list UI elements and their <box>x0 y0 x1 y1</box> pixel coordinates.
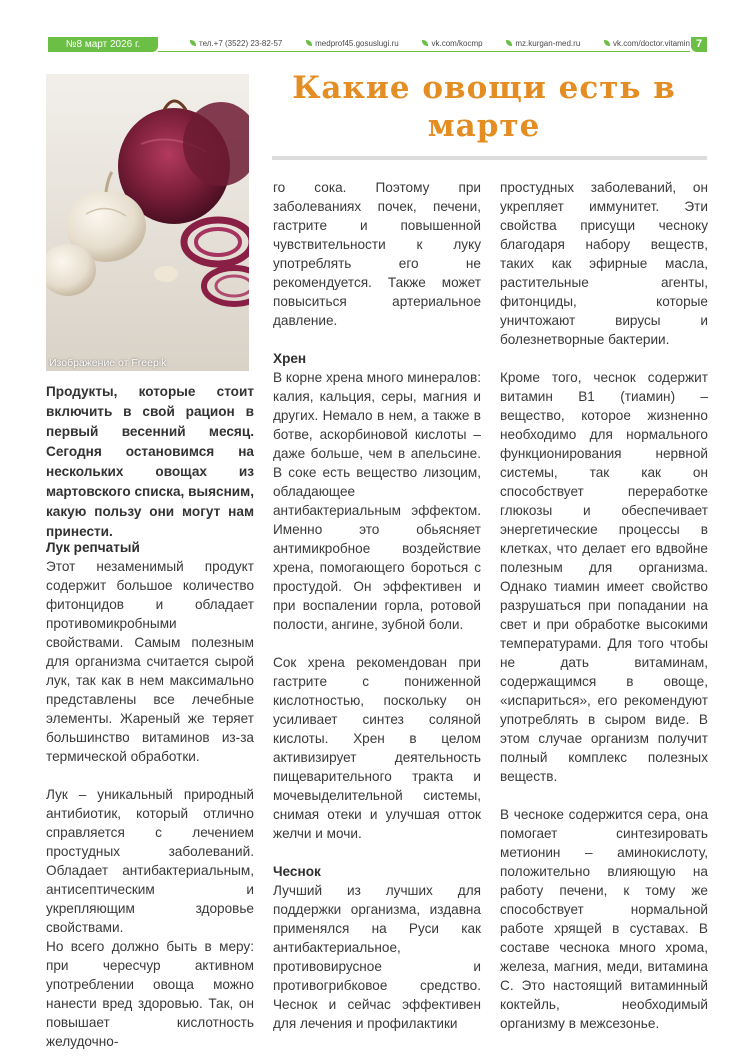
header-link-text[interactable]: vk.com/kocmp <box>431 38 483 48</box>
column-3 <box>500 178 708 1033</box>
leaf-icon <box>422 40 428 46</box>
header-link-text: тел.+7 (3522) 23-82-57 <box>199 38 283 48</box>
paragraph: Этот незаменимый продукт содержит большое количество фитонцидов и обладает противомикробными свойствами. Самым полезным для организма считается сырой лук, так как в нем максимально представлены все лечебные элементы. Жареный же теряет большинство витаминов из-за термической обработки. <box>46 559 254 764</box>
header-link-text[interactable]: mz.kurgan-med.ru <box>515 38 581 48</box>
issue-badge: №8 март 2026 г. <box>48 37 158 52</box>
section-heading-onion: Лук репчатый <box>46 540 140 555</box>
paragraph: Но всего должно быть в меру: при чересчур активном употреблении овоща можно нанести вред здоровью. Так, он повышает кислотность желудочно- <box>46 939 254 1049</box>
column-1 <box>46 538 254 1051</box>
header-link-text[interactable]: vk.com/doctor.vitamin <box>613 38 690 48</box>
header-rule <box>158 51 690 52</box>
article-title: Какие овощи есть в марте <box>292 70 676 144</box>
header-link-vk-kocmp[interactable] <box>422 39 482 48</box>
leaf-icon <box>506 40 512 46</box>
article-photo <box>46 74 249 371</box>
paragraph: го сока. Поэтому при заболеваниях почек, печени, гастрите и повышенной чувствительности к луку употреблять его не рекомендуется. Также может повыситься артериальное давление. <box>273 180 481 328</box>
page-number: 7 <box>691 37 707 52</box>
header-links <box>190 36 690 50</box>
header-link-vk-doctor[interactable] <box>604 39 690 48</box>
paragraph: Кроме того, чеснок содержит витамин B1 (тиамин) – вещество, которое жизненно необходимо для нормального функционирования нервной системы, так как он способствует переработке глюкозы и обеспечивает энергетические процессы в клетках, что делает его вдвойне полезным для организма. Однако тиамин имеет свойство разрушаться при попадании на свет и при обработке высокими температурами. Для того чтобы не дать витаминам, содержащимся в овоще, «испариться», его рекомендуют употреблять в сыром виде. В этом случае организм получит полный комплекс полезных веществ. <box>500 370 708 784</box>
column-2 <box>273 178 481 1033</box>
section-heading-horseradish: Хрен <box>273 351 307 366</box>
title-rule <box>272 156 707 160</box>
paragraph: В чесноке содержится сера, она помогает синтезировать метионин – аминокислоту, положительно влияющую на работу печени, к тому же способствует нормальной работе хрящей в суставах. В составе чеснока много хрома, железа, магния, меди, витамина С. Это настоящий витаминный коктейль, необходимый организму в межсезонье. <box>500 807 708 1031</box>
paragraph: В корне хрена много минералов: калия, кальция, серы, магния и других. Немало в нем, а также в ботве, аскорбиновой кислоты – даже больше, чем в апельсине. В соке есть вещество лизоцим, обладающее антибактериальным эффектом. Именно это обьясняет антимикробное воздействие хрена, помогающего бороться с простудой. Он эффективен и при воспалении горла, ротовой полости, ангине, зубной боли. <box>273 370 481 632</box>
onion-garlic-illustration <box>46 74 249 371</box>
header-link-phone <box>190 39 282 48</box>
header-link-mz[interactable] <box>506 39 580 48</box>
paragraph: Сок хрена рекомендован при гастрите с пониженной кислотностью, поскольку он усиливает синтез соляной кислоты. Хрен в целом активизирует деятельность пищеварительного тракта и мочевыделительной системы, снимая отеки и улучшая отток желчи и мочи. <box>273 655 481 841</box>
header-link-medprof[interactable] <box>306 39 399 48</box>
header-link-text[interactable]: medprof45.gosuslugi.ru <box>315 38 399 48</box>
paragraph: Лучший из лучших для поддержки организма, издавна применялся на Руси как антибактериальное, противовирусное и противогрибковое средство. Чеснок и сейчас эффективен для лечения и профилактики <box>273 883 481 1031</box>
article-lead: Продукты, которые стоит включить в свой рацион в первый весенний месяц. Сегодня остановимся на нескольких овощах из мартовского списка, выясним, какую пользу они могут нам принести. <box>46 384 254 539</box>
section-heading-garlic: Чеснок <box>273 864 321 879</box>
paragraph: Лук – уникальный природный антибиотик, который отлично справляется с лечением простудных заболеваний. Обладает антибактериальным, антисептическим и укрепляющим здоровье свойствами. <box>46 787 254 935</box>
paragraph: простудных заболеваний, он укрепляет иммунитет. Эти свойства присущи чесноку благодаря набору веществ, таких как эфирные масла, растительные агенты, фитонциды, которые уничтожают вирусы и болезнетворные бактерии. <box>500 180 708 347</box>
leaf-icon <box>604 40 610 46</box>
photo-credit: Изображение от Freepik <box>49 357 167 369</box>
leaf-icon <box>306 40 312 46</box>
leaf-icon <box>190 40 196 46</box>
